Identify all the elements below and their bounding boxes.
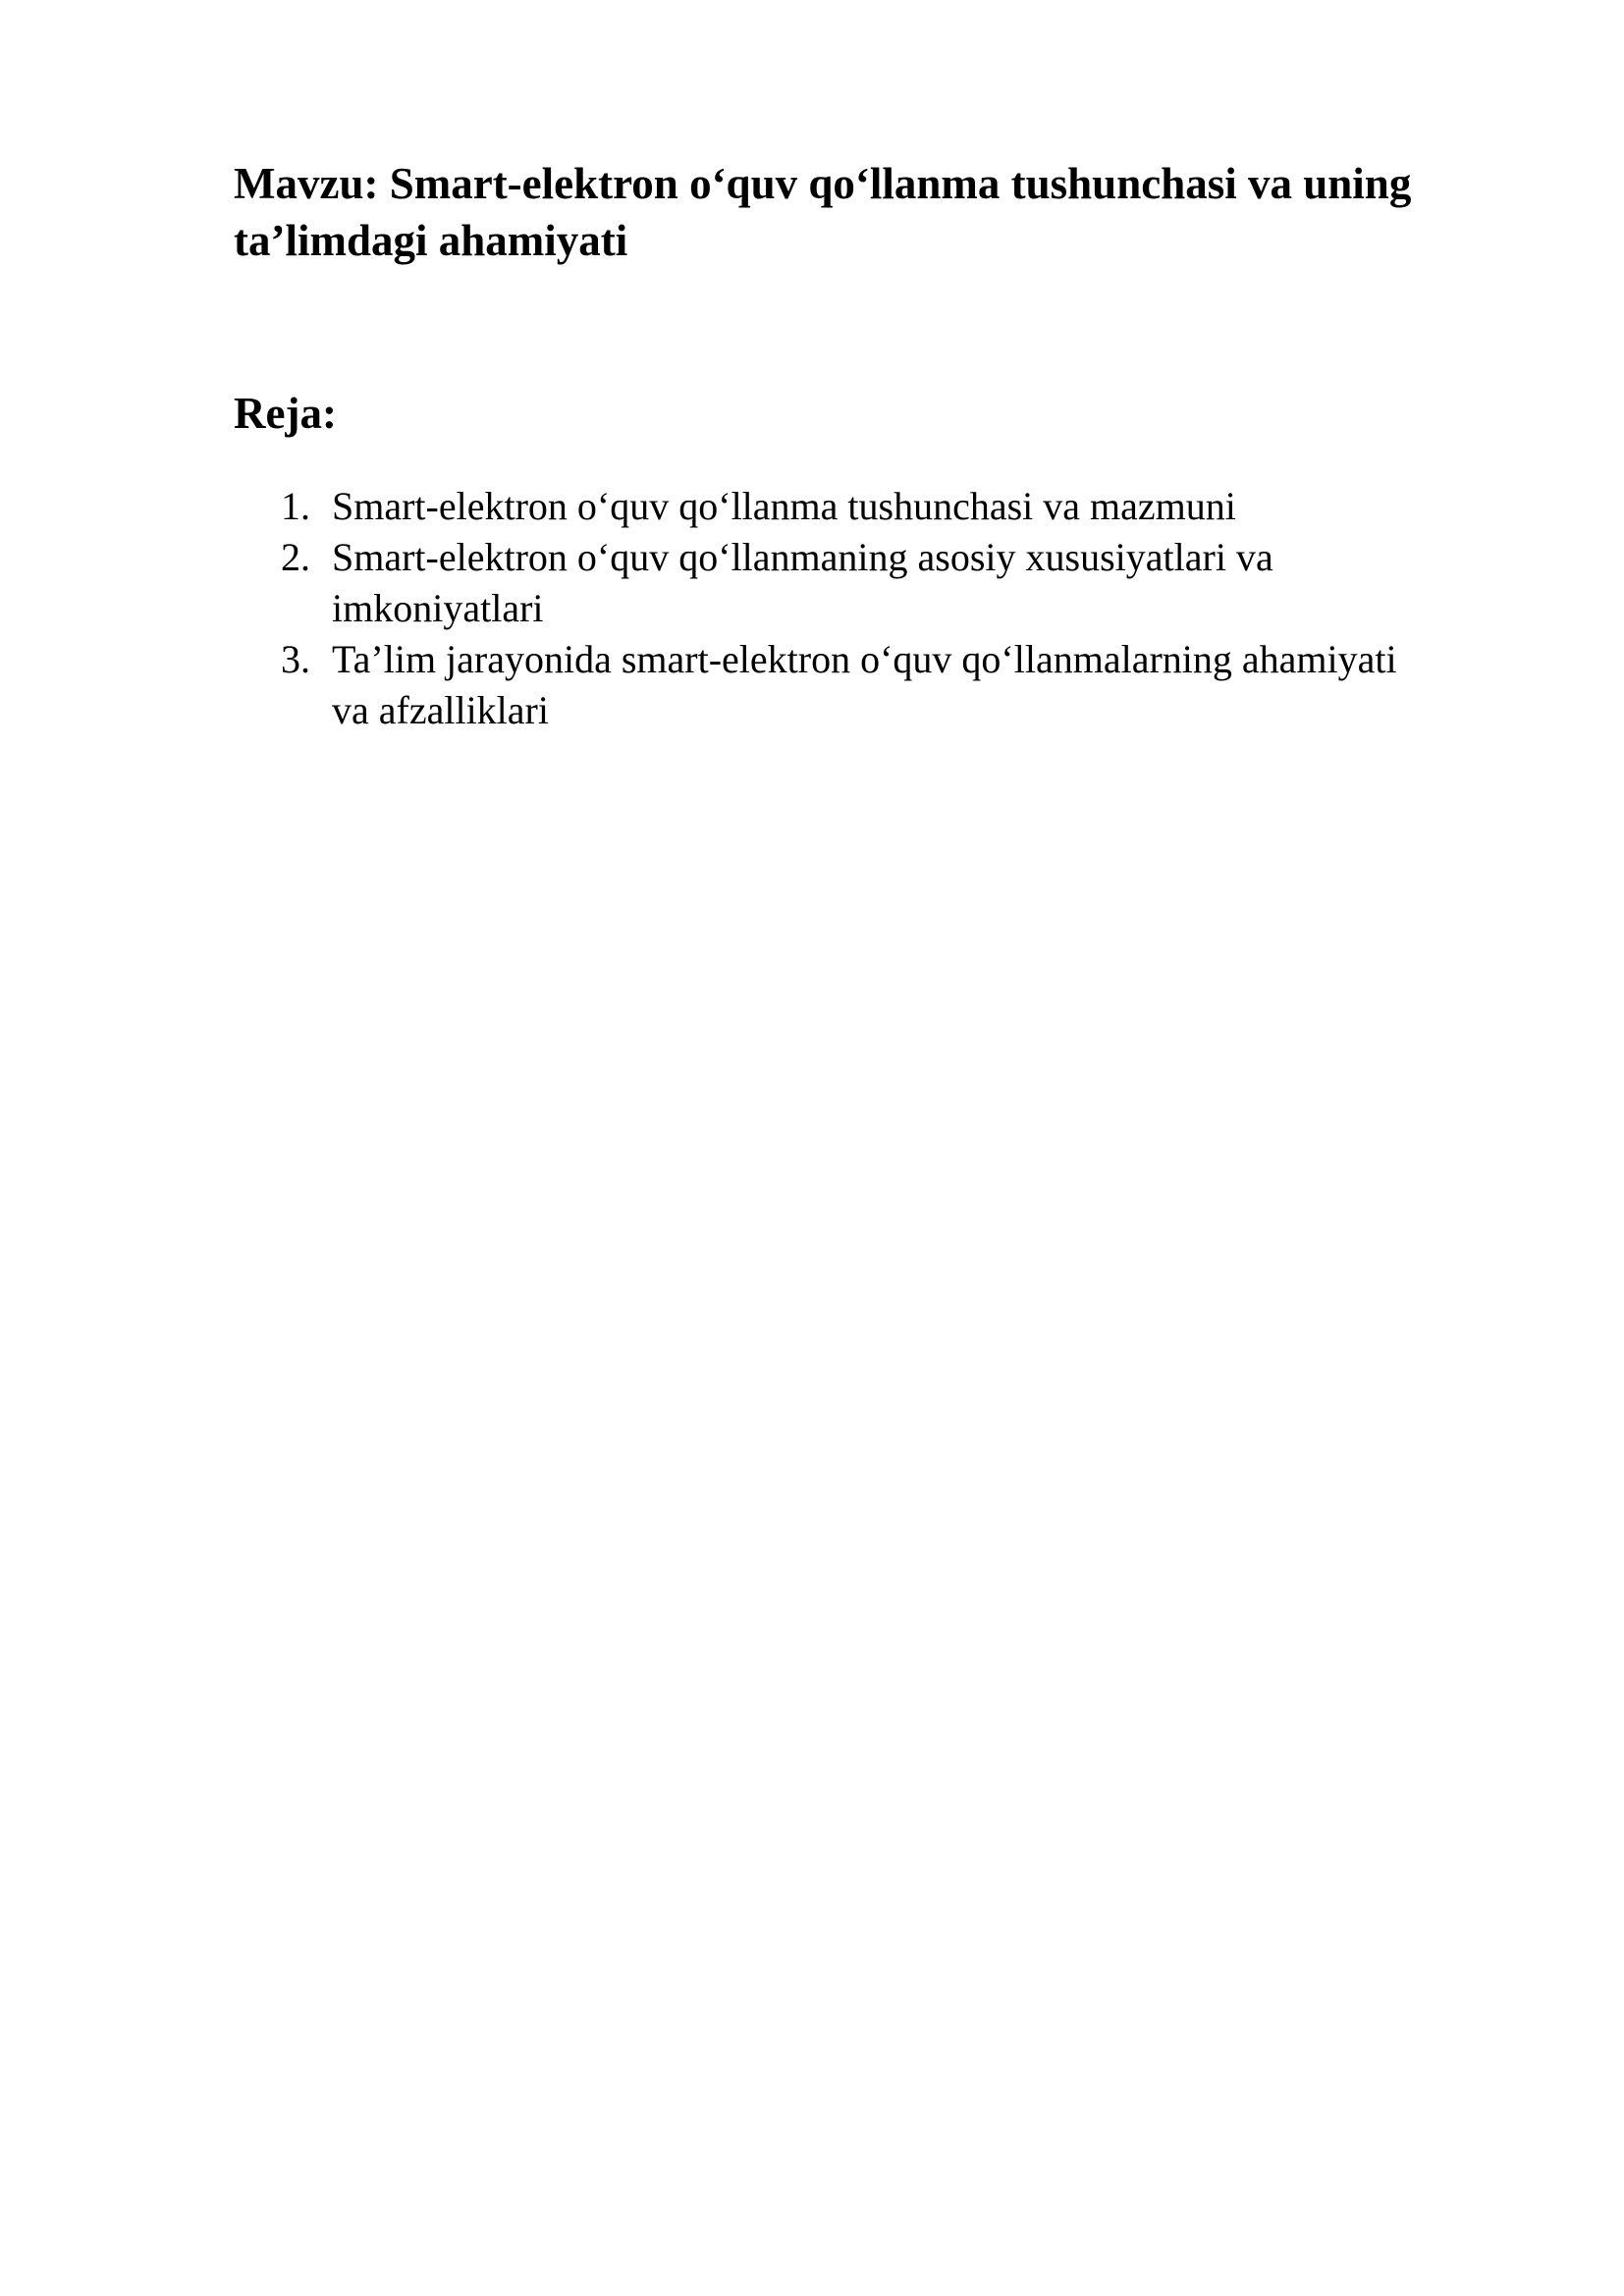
plan-item-number: 3. [281, 637, 310, 681]
plan-item-text: Ta’lim jarayonida smart-elektron o‘quv qo‘llanmalarning ahamiyati va afzalliklari [332, 637, 1397, 732]
plan-item [234, 481, 1441, 532]
document-title: Mavzu: Smart-elektron o‘quv qo‘llanma tushunchasi va uning ta’limdagi ahamiyati [234, 159, 1412, 265]
plan-item-number: 1. [281, 484, 310, 528]
plan-item-number: 2. [281, 535, 310, 579]
plan-item [234, 532, 1441, 634]
plan-list [234, 481, 1441, 736]
plan-item [234, 634, 1441, 736]
document-content [234, 155, 1441, 736]
plan-item-text: Smart-elektron o‘quv qo‘llanma tushunchasi va mazmuni [332, 484, 1236, 528]
plan-heading: Reja: [234, 389, 337, 438]
plan-item-text: Smart-elektron o‘quv qo‘llanmaning asosiy xususiyatlari va imkoniyatlari [332, 535, 1273, 630]
